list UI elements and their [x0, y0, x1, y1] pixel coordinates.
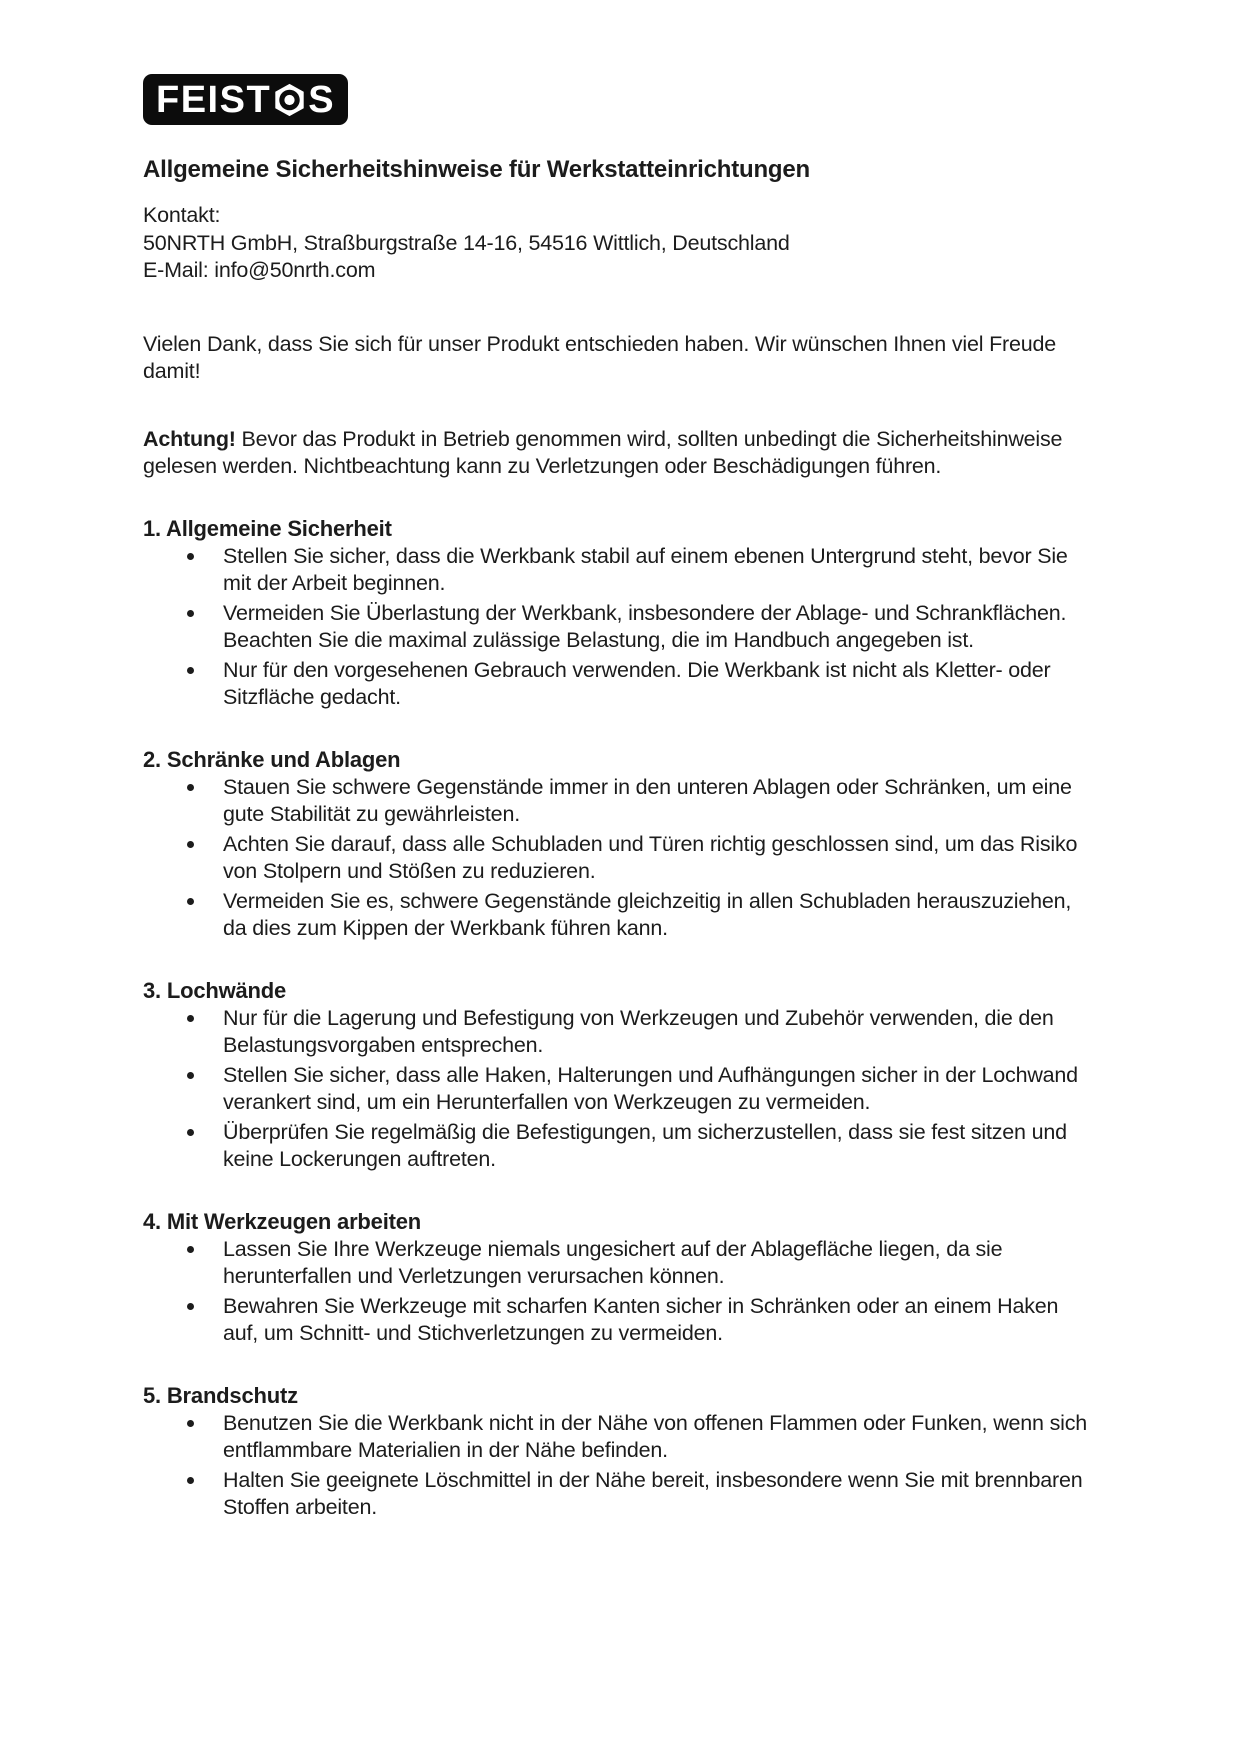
section-bullet-list — [143, 1005, 1097, 1174]
bullet-dot-icon — [187, 1420, 194, 1427]
logo-text-s: S — [308, 78, 336, 121]
feistos-logo — [143, 74, 348, 125]
bullet-item — [143, 1410, 1097, 1465]
bullet-item — [143, 1119, 1097, 1174]
bullet-dot-icon — [187, 1477, 194, 1484]
bullet-dot-icon — [187, 553, 194, 560]
bullet-text: Stellen Sie sicher, dass die Werkbank stabil auf einem ebenen Untergrund steht, bevor Sie mit der Arbeit beginnen. — [223, 543, 1068, 595]
bullet-text: Halten Sie geeignete Löschmittel in der Nähe bereit, insbesondere wenn Sie mit brennbaren Stoffen arbeiten. — [223, 1467, 1083, 1519]
bullet-item — [143, 1236, 1097, 1291]
section-bullet-list — [143, 1410, 1097, 1522]
bullet-text: Vermeiden Sie Überlastung der Werkbank, insbesondere der Ablage- und Schrankflächen. Beachten Sie die maximal zulässige Belastung, die im Handbuch angegeben ist. — [223, 600, 1067, 652]
bullet-item — [143, 1062, 1097, 1117]
bullet-item — [143, 1293, 1097, 1348]
bullet-text: Lassen Sie Ihre Werkzeuge niemals ungesichert auf der Ablagefläche liegen, da sie herunterfallen und Verletzungen verursachen können. — [223, 1236, 1003, 1288]
bullet-dot-icon — [187, 1129, 194, 1136]
section-heading: 1. Allgemeine Sicherheit — [143, 515, 392, 541]
contact-block — [143, 202, 1097, 285]
bullet-text: Nur für die Lagerung und Befestigung von Werkzeugen und Zubehör verwenden, die den Belastungsvorgaben entsprechen. — [223, 1005, 1054, 1057]
bullet-dot-icon — [187, 841, 194, 848]
sections-container — [143, 515, 1097, 1522]
bullet-item — [143, 888, 1097, 943]
contact-label: Kontakt: — [143, 203, 221, 227]
bullet-text: Vermeiden Sie es, schwere Gegenstände gleichzeitig in allen Schubladen herauszuziehen, da dies zum Kippen der Werkbank führen kann. — [223, 888, 1072, 940]
bullet-item — [143, 774, 1097, 829]
bullet-item — [143, 831, 1097, 886]
bullet-item — [143, 543, 1097, 598]
warning-text: Bevor das Produkt in Betrieb genommen wird, sollten unbedingt die Sicherheitshinweise gelesen werden. Nichtbeachtung kann zu Verletzungen oder Beschädigungen führen. — [143, 426, 1063, 478]
bullet-item — [143, 1005, 1097, 1060]
bullet-text: Benutzen Sie die Werkbank nicht in der Nähe von offenen Flammen oder Funken, wenn sich entflammbare Materialien in der Nähe befinden. — [223, 1410, 1088, 1462]
bullet-text: Stellen Sie sicher, dass alle Haken, Halterungen und Aufhängungen sicher in der Lochwand verankert sind, um ein Herunterfallen von Werkzeugen zu vermeiden. — [223, 1062, 1078, 1114]
bullet-dot-icon — [187, 1072, 194, 1079]
bullet-dot-icon — [187, 667, 194, 674]
bullet-text: Überprüfen Sie regelmäßig die Befestigungen, um sicherzustellen, dass sie fest sitzen und keine Lockerungen auftreten. — [223, 1119, 1067, 1171]
bullet-dot-icon — [187, 1246, 194, 1253]
bullet-text: Bewahren Sie Werkzeuge mit scharfen Kanten sicher in Schränken oder an einem Haken auf, um Schnitt- und Stichverletzungen zu vermeiden. — [223, 1293, 1059, 1345]
section-heading: 4. Mit Werkzeugen arbeiten — [143, 1208, 422, 1234]
warning-emphasis: Achtung! — [143, 426, 236, 451]
bullet-dot-icon — [187, 784, 194, 791]
logo-text-feist: FEIST — [156, 78, 272, 121]
bullet-dot-icon — [187, 898, 194, 905]
section-heading: 5. Brandschutz — [143, 1382, 298, 1408]
warning-paragraph — [143, 426, 1097, 481]
section-bullet-list — [143, 774, 1097, 943]
contact-address: 50NRTH GmbH, Straßburgstraße 14-16, 54516 Wittlich, Deutschland — [143, 230, 790, 255]
section-bullet-list — [143, 543, 1097, 712]
bullet-item — [143, 657, 1097, 712]
bullet-text: Stauen Sie schwere Gegenstände immer in den unteren Ablagen oder Schränken, um eine gute Stabilität zu gewährleisten. — [223, 774, 1072, 826]
bullet-item — [143, 600, 1097, 655]
hex-nut-icon — [273, 82, 306, 118]
bullet-dot-icon — [187, 610, 194, 617]
bullet-item — [143, 1467, 1097, 1522]
bullet-text: Achten Sie darauf, dass alle Schubladen und Türen richtig geschlossen sind, um das Risiko von Stolpern und Stößen zu reduzieren. — [223, 831, 1078, 883]
bullet-dot-icon — [187, 1303, 194, 1310]
section-bullet-list — [143, 1236, 1097, 1348]
section-heading: 3. Lochwände — [143, 977, 287, 1003]
contact-email: E-Mail: info@50nrth.com — [143, 258, 376, 282]
bullet-text: Nur für den vorgesehenen Gebrauch verwenden. Die Werkbank ist nicht als Kletter- oder Sitzfläche gedacht. — [223, 657, 1051, 709]
section-heading: 2. Schränke und Ablagen — [143, 746, 401, 772]
bullet-dot-icon — [187, 1015, 194, 1022]
page-title: Allgemeine Sicherheitshinweise für Werkstatteinrichtungen — [143, 156, 810, 183]
intro-paragraph: Vielen Dank, dass Sie sich für unser Produkt entschieden haben. Wir wünschen Ihnen viel Freude damit! — [143, 331, 1056, 383]
